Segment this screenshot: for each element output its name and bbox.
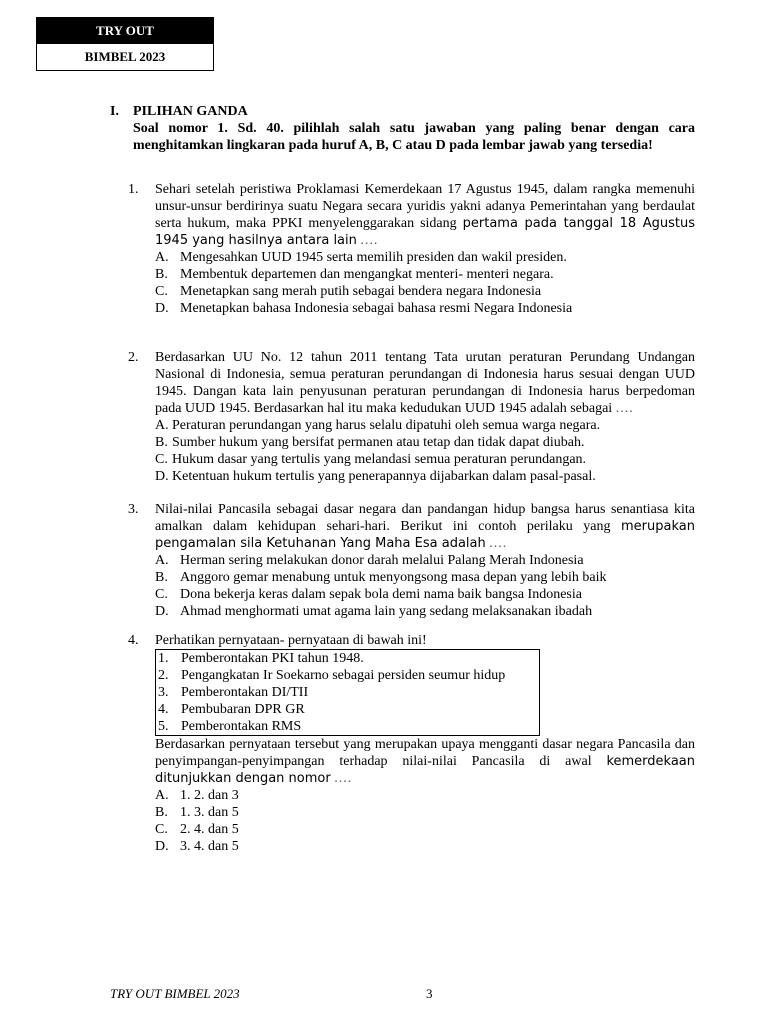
- statement-item: [156, 684, 539, 701]
- option-letter: A.: [155, 418, 169, 433]
- option-c: [155, 451, 695, 468]
- option-a: [155, 552, 695, 569]
- option-text: 3. 4. dan 5: [180, 839, 239, 854]
- option-text: Herman sering melakukan donor darah melalui Palang Merah Indonesia: [180, 553, 584, 568]
- option-text: 1. 2. dan 3: [180, 788, 239, 803]
- option-letter: D.: [155, 301, 169, 316]
- question-dots: ....: [615, 401, 634, 416]
- option-letter: C.: [155, 284, 168, 299]
- question-number: 4.: [128, 633, 139, 648]
- option-b: [155, 569, 695, 586]
- statement-number: 2.: [158, 668, 169, 683]
- option-text: Menetapkan sang merah putih sebagai bendera negara Indonesia: [180, 284, 542, 299]
- question-number: 1.: [128, 182, 139, 197]
- option-letter: B.: [155, 570, 168, 585]
- question-dots: ....: [334, 771, 353, 786]
- statement-text: Pemberontakan PKI tahun 1948.: [181, 651, 364, 666]
- option-letter: B.: [155, 267, 168, 282]
- option-text: 1. 3. dan 5: [180, 805, 239, 820]
- statement-item: [156, 667, 539, 684]
- option-letter: B.: [155, 805, 168, 820]
- option-d: [155, 300, 695, 317]
- option-letter: A.: [155, 553, 169, 568]
- question-text-main: Berdasarkan UU No. 12 tahun 2011 tentang Tata urutan peraturan Perundang Undangan Nasional di Indonesia, semua peraturan perundangan di Indonesia harus sesuai dengan UUD 1945. Dangan kata lain penyusunan peraturan perundangan di Indonesia harus berpedoman pada UUD 1945. Berdasarkan hal itu maka kedudukan UUD 1945 adalah sebagai: [155, 350, 695, 416]
- footer-title: TRY OUT BIMBEL 2023: [110, 986, 240, 1001]
- question-text-tail: pertama pada tanggal 18 Agustus 1945 yang hasilnya antara lain: [155, 216, 696, 248]
- option-a: [155, 417, 695, 434]
- question-4: [128, 632, 695, 855]
- option-b: [155, 266, 695, 283]
- section-number: I.: [110, 104, 119, 119]
- section-title-row: [110, 103, 695, 120]
- statement-number: 5.: [158, 719, 169, 734]
- option-c: [155, 821, 695, 838]
- question-text-main: Nilai-nilai Pancasila sebagai dasar negara dan pandangan hidup bangsa harus senantiasa kita amalkan dalam kehidupan sehari-hari. Berikut ini contoh perilaku yang: [155, 502, 695, 534]
- option-text: Menetapkan bahasa Indonesia sebagai bahasa resmi Negara Indonesia: [180, 301, 573, 316]
- section-heading: [110, 103, 695, 154]
- option-b: [155, 434, 695, 451]
- option-letter: C.: [155, 587, 168, 602]
- question-2: [128, 349, 695, 485]
- option-text: Sumber hukum yang bersifat permanen atau tetap dan tidak dapat diubah.: [172, 435, 585, 450]
- statement-item: [156, 701, 539, 718]
- statement-number: 4.: [158, 702, 169, 717]
- header-subtitle: BIMBEL 2023: [37, 44, 213, 70]
- option-letter: B.: [155, 435, 168, 450]
- header-box: [36, 17, 214, 71]
- option-text: Membentuk departemen dan mengangkat menteri- menteri negara.: [180, 267, 554, 282]
- question-number: 2.: [128, 350, 139, 365]
- options-list: [128, 249, 695, 317]
- option-a: [155, 249, 695, 266]
- statement-text: Pengangkatan Ir Soekarno sebagai persiden seumur hidup: [181, 668, 506, 683]
- question-dots: ....: [360, 233, 379, 248]
- question-text: Perhatikan pernyataan- pernyataan di bawah ini!: [155, 633, 427, 648]
- option-c: [155, 283, 695, 300]
- option-d: [155, 838, 695, 855]
- question-dots: ....: [489, 536, 508, 551]
- option-text: 2. 4. dan 5: [180, 822, 239, 837]
- option-d: [155, 603, 695, 620]
- option-letter: A.: [155, 250, 169, 265]
- option-text: Dona bekerja keras dalam sepak bola demi nama baik bangsa Indonesia: [180, 587, 582, 602]
- option-text: Hukum dasar yang tertulis yang melandasi semua peraturan perundangan.: [172, 452, 587, 467]
- statement-number: 3.: [158, 685, 169, 700]
- option-c: [155, 586, 695, 603]
- option-letter: D.: [155, 839, 169, 854]
- question-text-tail: merupakan pengamalan sila Ketuhanan Yang Maha Esa adalah: [155, 519, 695, 551]
- question-text: [155, 501, 695, 552]
- option-letter: A.: [155, 788, 169, 803]
- option-letter: C.: [155, 822, 168, 837]
- question-text-after: [155, 736, 695, 787]
- statement-text: Pemberontakan RMS: [181, 719, 302, 734]
- question-number: 3.: [128, 502, 139, 517]
- option-text: Ahmad menghormati umat agama lain yang sedang melaksanakan ibadah: [180, 604, 593, 619]
- options-list: [128, 417, 695, 485]
- option-b: [155, 804, 695, 821]
- question-text-after-tail: kemerdekaan ditunjukkan dengan nomor: [155, 754, 696, 786]
- option-d: [155, 468, 695, 485]
- question-text: [155, 349, 695, 417]
- header-title: TRY OUT: [37, 18, 213, 44]
- statement-item: [156, 650, 539, 667]
- options-list: [128, 552, 695, 620]
- option-text: Ketentuan hukum tertulis yang penerapannya dijabarkan dalam pasal-pasal.: [172, 469, 596, 484]
- statements-box: [155, 649, 540, 736]
- section-instruction: Soal nomor 1. Sd. 40. pilihlah salah satu jawaban yang paling benar dengan cara menghitamkan lingkaran pada huruf A, B, C atau D pada lembar jawab yang tersedia!: [133, 121, 695, 153]
- question-followup: [128, 736, 695, 855]
- statement-item: [156, 718, 539, 735]
- statement-text: Pemberontakan DI/TII: [181, 685, 309, 700]
- question-3: [128, 501, 695, 620]
- option-letter: C.: [155, 452, 168, 467]
- option-letter: D.: [155, 604, 169, 619]
- question-text-main: Sehari setelah peristiwa Proklamasi Kemerdekaan 17 Agustus 1945, dalam rangka memenuhi unsur-unsur berdirinya suatu Negara secara yuridis yakni adanya Pemerintahan yang berdaulat serta hukum, maka PPKI menyelenggarakan sidang: [155, 182, 695, 231]
- option-text: Mengesahkan UUD 1945 serta memilih presiden dan wakil presiden.: [180, 250, 567, 265]
- question-text-after-main: Berdasarkan pernyataan tersebut yang merupakan upaya mengganti dasar negara Pancasila dan penyimpangan-penyimpangan terhadap nilai-nilai Pancasila di awal: [155, 737, 695, 769]
- option-a: [155, 787, 695, 804]
- option-text: Anggoro gemar menabung untuk menyongsong masa depan yang lebih baik: [180, 570, 607, 585]
- statement-number: 1.: [158, 651, 169, 666]
- option-letter: D.: [155, 469, 169, 484]
- question-1: [128, 181, 695, 317]
- section-title: PILIHAN GANDA: [133, 104, 248, 119]
- question-text: [155, 181, 695, 249]
- statement-text: Pembubaran DPR GR: [181, 702, 305, 717]
- page-number: 3: [426, 986, 433, 1001]
- option-text: Peraturan perundangan yang harus selalu dipatuhi oleh semua warga negara.: [172, 418, 601, 433]
